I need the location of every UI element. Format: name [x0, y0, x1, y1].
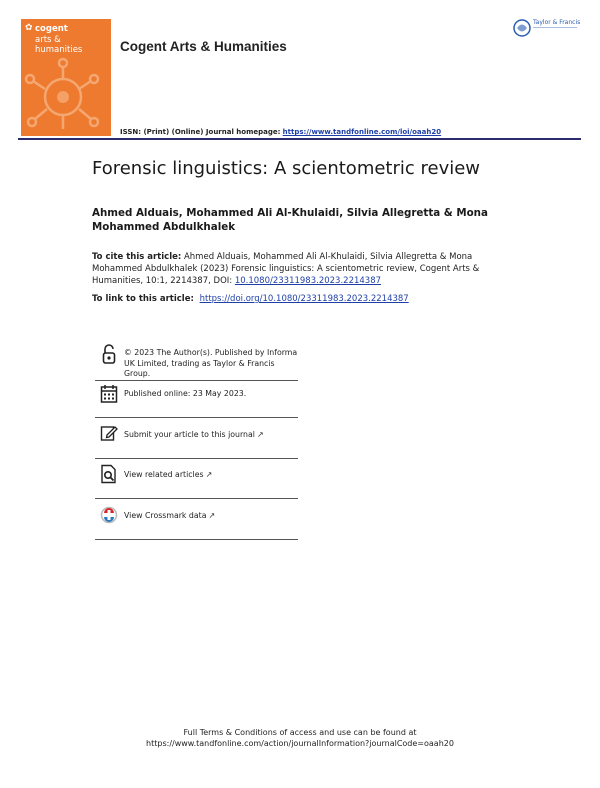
row-divider	[95, 458, 298, 459]
journal-homepage-link[interactable]: https://www.tandfonline.com/loi/oaah20	[282, 128, 442, 136]
cover-line2: arts &	[35, 35, 61, 45]
row-divider	[95, 498, 298, 499]
row-divider	[95, 380, 298, 381]
external-link-icon: ↗	[256, 430, 264, 439]
calendar-icon	[100, 384, 118, 404]
crossmark-row[interactable]	[124, 511, 299, 522]
cite-text: Ahmed Alduais, Mohammed Ali Al-Khulaidi, Silvia Allegretta & Mona Mohammed Abdulkhalek (2023) Forensic linguistics: A scientometric review, Cogent Arts & Humanities, 10:1, 2214387, DOI:	[92, 252, 480, 286]
footer-terms-text: Full Terms & Conditions of access and use can be found at	[183, 728, 417, 737]
cover-line3: humanities	[35, 45, 83, 55]
cite-label: To cite this article:	[92, 252, 182, 262]
footer	[0, 727, 600, 749]
published-date-text: Published online: 23 May 2023.	[124, 389, 247, 398]
journal-title: Cogent Arts & Humanities	[120, 39, 287, 54]
publisher-logo-text: Taylor & Francis	[533, 19, 581, 26]
copyright-text: © 2023 The Author(s). Published by Informa UK Limited, trading as Taylor & Francis Group.	[124, 348, 298, 378]
link-label: To link to this article:	[92, 294, 194, 304]
cover-line1: cogent	[35, 24, 68, 34]
footer-terms-url[interactable]: https://www.tandfonline.com/action/journalInformation?journalCode=oaah20	[146, 739, 454, 748]
submit-article-row[interactable]	[124, 430, 299, 441]
publisher-logo[interactable]	[512, 16, 584, 40]
link-block	[92, 294, 512, 304]
header-divider	[18, 138, 581, 140]
issn-line	[120, 128, 441, 136]
crossmark-link[interactable]: View Crossmark data	[124, 511, 207, 520]
article-doi-url-link[interactable]: https://doi.org/10.1080/23311983.2023.2214387	[199, 294, 409, 304]
cover-brand-icon: ✿	[25, 23, 33, 33]
publisher-logo-underline	[533, 27, 577, 28]
submit-article-link[interactable]: Submit your article to this journal	[124, 430, 255, 439]
related-articles-link[interactable]: View related articles	[124, 470, 204, 479]
article-title: Forensic linguistics: A scientometric review	[92, 158, 481, 179]
row-divider	[95, 417, 298, 418]
external-link-icon: ↗	[208, 511, 216, 520]
journal-cover	[21, 19, 111, 136]
external-link-icon: ↗	[205, 470, 213, 479]
doi-link[interactable]: 10.1080/23311983.2023.2214387	[234, 276, 382, 286]
related-articles-icon[interactable]	[100, 464, 118, 484]
related-articles-row[interactable]	[124, 470, 299, 481]
issn-label: ISSN: (Print) (Online) Journal homepage:	[120, 128, 281, 136]
article-authors: Ahmed Alduais, Mohammed Ali Al-Khulaidi, Silvia Allegretta & Mona Mohammed Abdulkhalek	[92, 207, 488, 233]
citation-block	[92, 251, 502, 287]
open-access-lock-icon	[100, 343, 118, 363]
row-divider	[95, 539, 298, 540]
crossmark-icon[interactable]	[100, 505, 118, 525]
edit-pencil-icon[interactable]	[100, 424, 118, 444]
